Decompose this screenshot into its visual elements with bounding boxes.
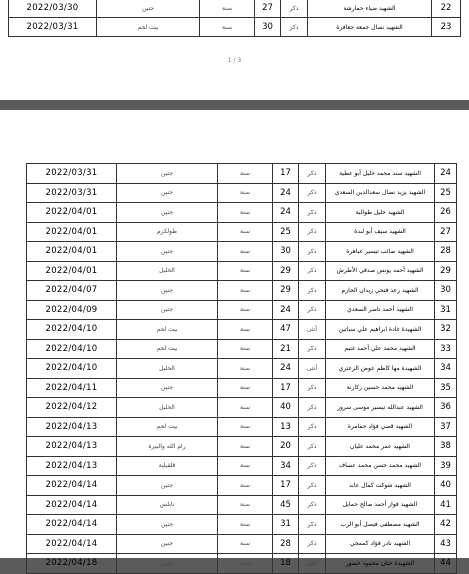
age-cell: 31 [273, 515, 299, 535]
date-cell: 2022/04/10 [27, 339, 117, 359]
place-cell: قلقيلية [117, 456, 218, 476]
place-cell: جنين [117, 281, 218, 301]
age-cell: 25 [273, 222, 299, 242]
place-cell: جنين [117, 378, 218, 398]
place-cell: جنين [117, 183, 218, 203]
age-cell: 24 [273, 183, 299, 203]
name-cell: الشهيدة غادة ابراهيم علي سباتين [326, 320, 435, 340]
age-unit-cell: سنة [200, 0, 255, 18]
place-cell: جنين [117, 476, 218, 496]
date-cell: 2022/04/12 [27, 398, 117, 418]
table-row [27, 339, 457, 359]
place-cell: نابلس [117, 495, 218, 515]
age-unit-cell: سنة [218, 222, 273, 242]
row-number-cell: 35 [435, 378, 457, 398]
age-cell: 34 [273, 456, 299, 476]
table-row [27, 534, 457, 554]
table-row [27, 300, 457, 320]
place-cell: بيت لحم [117, 417, 218, 437]
age-unit-cell: سنة [218, 242, 273, 262]
place-cell: جنين [117, 164, 218, 184]
table-row [27, 183, 457, 203]
name-cell: الشهيد شوكت كمال عابد [326, 476, 435, 496]
table-row [27, 515, 457, 535]
gender-cell: ذكر [299, 164, 326, 184]
date-cell: 2022/04/09 [27, 300, 117, 320]
name-cell: الشهيد نضال جمعة جعافرة [308, 18, 432, 37]
age-unit-cell: سنة [218, 339, 273, 359]
gender-cell: ذكر [299, 534, 326, 554]
gender-cell: ذكر [299, 261, 326, 281]
gender-cell: ذكر [281, 18, 308, 37]
name-cell: الشهيد نادر فؤاد كممجي [326, 534, 435, 554]
date-cell: 2022/03/31 [27, 164, 117, 184]
row-number-cell: 44 [435, 554, 457, 574]
age-cell: 47 [273, 320, 299, 340]
gender-cell: ذكر [299, 281, 326, 301]
place-cell: الخليل [117, 261, 218, 281]
age-unit-cell: سنة [218, 515, 273, 535]
date-cell: 2022/04/10 [27, 320, 117, 340]
date-cell: 2022/04/11 [27, 378, 117, 398]
date-cell: 2022/03/30 [9, 0, 97, 18]
row-number-cell: 31 [435, 300, 457, 320]
place-cell: جنين [117, 534, 218, 554]
age-cell: 30 [273, 242, 299, 262]
table-row [27, 417, 457, 437]
name-cell: الشهيد يزيد نضال سعدالدين السعدي [326, 183, 435, 203]
row-number-cell: 37 [435, 417, 457, 437]
age-unit-cell: سنة [218, 456, 273, 476]
age-cell: 24 [273, 300, 299, 320]
date-cell: 2022/03/31 [9, 18, 97, 37]
table-row [27, 437, 457, 457]
date-cell: 2022/04/14 [27, 534, 117, 554]
age-cell: 40 [273, 398, 299, 418]
gender-cell: ذكر [299, 183, 326, 203]
name-cell: الشهيد صائب تيسير عباهرة [326, 242, 435, 262]
table-row [27, 242, 457, 262]
place-cell: بيت لحم [117, 339, 218, 359]
row-number-cell: 33 [435, 339, 457, 359]
gender-cell: ذكر [299, 417, 326, 437]
date-cell: 2022/04/01 [27, 203, 117, 223]
date-cell: 2022/04/10 [27, 359, 117, 379]
age-cell: 20 [273, 437, 299, 457]
row-number-cell: 28 [435, 242, 457, 262]
table-row [27, 554, 457, 574]
row-number-cell: 38 [435, 437, 457, 457]
gender-cell: ذكر [299, 495, 326, 515]
table-row [27, 378, 457, 398]
date-cell: 2022/04/14 [27, 495, 117, 515]
document-page-2 [0, 110, 469, 569]
date-cell: 2022/04/18 [27, 554, 117, 574]
place-cell: رام الله والبيرة [117, 437, 218, 457]
row-number-cell: 43 [435, 534, 457, 554]
gender-cell: ذكر [299, 476, 326, 496]
age-unit-cell: سنة [218, 281, 273, 301]
age-cell: 29 [273, 261, 299, 281]
page-number: 1 / 3 [227, 57, 242, 64]
table-row [27, 359, 457, 379]
age-cell: 24 [273, 359, 299, 379]
name-cell: الشهيد ضياء حمارشة [308, 0, 432, 18]
name-cell: الشهيد سيف أبو لبدة [326, 222, 435, 242]
martyrs-table-page-1 [8, 0, 461, 37]
date-cell: 2022/04/14 [27, 515, 117, 535]
name-cell: الشهيد خليل طوالبة [326, 203, 435, 223]
age-cell: 17 [273, 164, 299, 184]
age-cell: 17 [273, 476, 299, 496]
table-row [27, 203, 457, 223]
name-cell: الشهيدة مها كاظم عوض الزعتري [326, 359, 435, 379]
table-row [27, 222, 457, 242]
document-page-1 [0, 0, 469, 100]
date-cell: 2022/04/01 [27, 242, 117, 262]
date-cell: 2022/04/07 [27, 281, 117, 301]
name-cell: الشهيد محمد حسن محمد عساف [326, 456, 435, 476]
gender-cell: ذكر [299, 437, 326, 457]
table-row [9, 18, 461, 37]
row-number-cell: 26 [435, 203, 457, 223]
gender-cell: ذكر [299, 300, 326, 320]
row-number-cell: 29 [435, 261, 457, 281]
table-row [27, 495, 457, 515]
place-cell: جنين [117, 554, 218, 574]
age-cell: 30 [255, 18, 281, 37]
age-unit-cell: سنة [218, 554, 273, 574]
age-cell: 27 [255, 0, 281, 18]
name-cell: الشهيد قصي فؤاد حمامرة [326, 417, 435, 437]
row-number-cell: 34 [435, 359, 457, 379]
place-cell: جنين [117, 300, 218, 320]
name-cell: الشهيد محمد علي أحمد غنيم [326, 339, 435, 359]
martyrs-table-page-2 [26, 163, 457, 574]
gender-cell: ذكر [281, 0, 308, 18]
table-row [9, 0, 461, 18]
row-number-cell: 40 [435, 476, 457, 496]
row-number-cell: 23 [432, 18, 461, 37]
date-cell: 2022/04/13 [27, 417, 117, 437]
date-cell: 2022/04/14 [27, 476, 117, 496]
gender-cell: ذكر [299, 515, 326, 535]
table-row [27, 164, 457, 184]
gender-cell: ذكر [299, 203, 326, 223]
place-cell: الخليل [117, 398, 218, 418]
gender-cell: أنثى [299, 554, 326, 574]
table-row [27, 261, 457, 281]
name-cell: الشهيد أحمد ناصر السعدي [326, 300, 435, 320]
age-cell: 28 [273, 534, 299, 554]
name-cell: الشهيد عبدالله تيسير موسى سرور [326, 398, 435, 418]
gender-cell: ذكر [299, 378, 326, 398]
place-cell: جنين [117, 203, 218, 223]
age-cell: 24 [273, 203, 299, 223]
age-unit-cell: سنة [218, 183, 273, 203]
row-number-cell: 22 [432, 0, 461, 18]
age-unit-cell: سنة [218, 203, 273, 223]
gender-cell: ذكر [299, 339, 326, 359]
date-cell: 2022/04/01 [27, 261, 117, 281]
date-cell: 2022/04/13 [27, 437, 117, 457]
place-cell: جنين [97, 0, 200, 18]
age-cell: 17 [273, 378, 299, 398]
table-row [27, 398, 457, 418]
age-unit-cell: سنة [218, 359, 273, 379]
date-cell: 2022/03/31 [27, 183, 117, 203]
date-cell: 2022/04/13 [27, 456, 117, 476]
row-number-cell: 39 [435, 456, 457, 476]
name-cell: الشهيد مصطفى فيصل أبو الرب [326, 515, 435, 535]
age-unit-cell: سنة [218, 495, 273, 515]
age-unit-cell: سنة [218, 417, 273, 437]
age-unit-cell: سنة [218, 398, 273, 418]
table-row [27, 456, 457, 476]
gender-cell: ذكر [299, 242, 326, 262]
row-number-cell: 32 [435, 320, 457, 340]
place-cell: الخليل [117, 359, 218, 379]
age-cell: 18 [273, 554, 299, 574]
row-number-cell: 27 [435, 222, 457, 242]
place-cell: طولكرم [117, 222, 218, 242]
name-cell: الشهيد سند محمد خليل أبو عطية [326, 164, 435, 184]
table-row [27, 476, 457, 496]
name-cell: الشهيد عمر محمد عليان [326, 437, 435, 457]
age-unit-cell: سنة [218, 261, 273, 281]
date-cell: 2022/04/01 [27, 222, 117, 242]
row-number-cell: 30 [435, 281, 457, 301]
age-cell: 13 [273, 417, 299, 437]
gender-cell: ذكر [299, 456, 326, 476]
place-cell: جنين [117, 515, 218, 535]
gender-cell: أنثى [299, 359, 326, 379]
name-cell: الشهيد فواز أحمد صالح حمايل [326, 495, 435, 515]
age-cell: 45 [273, 495, 299, 515]
age-unit-cell: سنة [218, 320, 273, 340]
gender-cell: ذكر [299, 398, 326, 418]
name-cell: الشهيد محمد حسين زكارنة [326, 378, 435, 398]
age-cell: 29 [273, 281, 299, 301]
row-number-cell: 36 [435, 398, 457, 418]
table-row [27, 320, 457, 340]
place-cell: بيت لحم [117, 320, 218, 340]
row-number-cell: 42 [435, 515, 457, 535]
age-unit-cell: سنة [218, 476, 273, 496]
age-unit-cell: سنة [218, 437, 273, 457]
age-cell: 21 [273, 339, 299, 359]
place-cell: جنين [117, 242, 218, 262]
age-unit-cell: سنة [218, 534, 273, 554]
age-unit-cell: سنة [218, 164, 273, 184]
gender-cell: أنثى [299, 320, 326, 340]
place-cell: بيت لحم [97, 18, 200, 37]
age-unit-cell: سنة [200, 18, 255, 37]
row-number-cell: 24 [435, 164, 457, 184]
table-row [27, 281, 457, 301]
gender-cell: ذكر [299, 222, 326, 242]
age-unit-cell: سنة [218, 300, 273, 320]
name-cell: الشهيد رعد فتحي زيدان الحازم [326, 281, 435, 301]
name-cell: الشهيدة حنان محمود خضور [326, 554, 435, 574]
name-cell: الشهيد أحمد يونس صدقي الأطرش [326, 261, 435, 281]
age-unit-cell: سنة [218, 378, 273, 398]
row-number-cell: 41 [435, 495, 457, 515]
row-number-cell: 25 [435, 183, 457, 203]
